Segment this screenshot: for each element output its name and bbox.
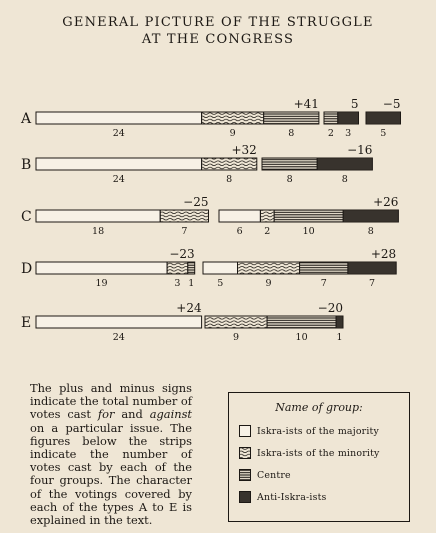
segment-centre	[262, 158, 317, 170]
segment-vote-count: 7	[181, 226, 188, 237]
segment-vote-count: 5	[217, 278, 224, 289]
segment-vote-count: 24	[112, 174, 125, 185]
bar-total-label: −25	[183, 195, 209, 209]
segment-vote-count: 7	[320, 278, 327, 289]
bar-total-label: −23	[169, 247, 195, 261]
bar-total-label: +24	[176, 301, 202, 315]
segment-vote-count: 5	[380, 128, 387, 139]
segment-vote-count: 3	[174, 278, 181, 289]
legend-label: Anti-Iskra-ists	[257, 492, 327, 503]
segment-anti	[343, 210, 398, 222]
segment-minority	[202, 112, 264, 124]
segment-anti	[336, 316, 343, 328]
segment-centre	[274, 210, 343, 222]
bar-total-label: 5	[350, 97, 359, 111]
bar-total-label: −20	[317, 301, 343, 315]
segment-anti	[348, 262, 396, 274]
bar-total-label: +32	[231, 143, 257, 157]
segment-vote-count: 8	[367, 226, 374, 237]
segment-vote-count: 1	[336, 332, 343, 343]
caption-against: against	[149, 407, 192, 422]
segment-majority	[36, 158, 202, 170]
segment-centre	[324, 112, 338, 124]
segment-minority	[202, 158, 257, 170]
segment-vote-count: 3	[345, 128, 352, 139]
segment-vote-count: 8	[286, 174, 293, 185]
segment-vote-count: 19	[95, 278, 108, 289]
segment-vote-count: 18	[92, 226, 105, 237]
segment-majority	[203, 262, 238, 274]
minority-swatch-icon	[239, 447, 251, 459]
segment-anti	[338, 112, 359, 124]
segment-vote-count: 10	[302, 226, 315, 237]
segment-vote-count: 2	[264, 226, 271, 237]
segment-minority	[260, 210, 274, 222]
segment-majority	[36, 316, 202, 328]
segment-centre	[267, 316, 336, 328]
anti-swatch-icon	[239, 491, 251, 503]
bar-total-label: +26	[373, 195, 399, 209]
segment-vote-count: 1	[188, 278, 195, 289]
row-label-D: D	[21, 261, 33, 277]
legend	[228, 392, 410, 522]
explanatory-caption	[30, 382, 192, 527]
segment-vote-count: 8	[288, 128, 295, 139]
segment-majority	[36, 262, 167, 274]
row-label-E: E	[21, 315, 32, 331]
bar-total-label: +28	[370, 247, 397, 261]
segment-majority	[36, 210, 160, 222]
segment-vote-count: 10	[295, 332, 308, 343]
segment-vote-count: 2	[327, 128, 334, 139]
caption-part-2: and	[114, 407, 150, 422]
row-label-B: B	[21, 157, 32, 173]
bar-total-label: +41	[293, 97, 319, 111]
legend-title: Name of group:	[275, 401, 363, 414]
segment-minority	[238, 262, 300, 274]
diagram-title-line-1: GENERAL PICTURE OF THE STRUGGLE	[62, 15, 374, 30]
bar-total-label: −16	[347, 143, 373, 157]
segment-vote-count: 8	[341, 174, 348, 185]
caption-part-1: The plus and minus signs indicate the total number of votes cast	[30, 381, 193, 422]
majority-swatch-icon	[239, 425, 251, 437]
legend-label: Iskra-ists of the majority	[257, 426, 380, 437]
segment-centre	[264, 112, 319, 124]
segment-centre	[300, 262, 348, 274]
segment-vote-count: 24	[112, 332, 125, 343]
segment-vote-count: 24	[112, 128, 125, 139]
segment-minority	[160, 210, 208, 222]
caption-for: for	[97, 407, 115, 422]
caption-part-3: on a particular issue. The figures below the strips indicate the number of votes cast by each of the four groups. The character of the votings covered by each of the types A to E is explained in the text.	[30, 420, 192, 528]
segment-majority	[219, 210, 260, 222]
segment-vote-count: 6	[236, 226, 243, 237]
segment-anti	[366, 112, 401, 124]
row-label-A: A	[21, 111, 32, 127]
diagram-title-line-2: AT THE CONGRESS	[141, 32, 295, 47]
row-label-C: C	[21, 209, 32, 225]
segment-minority	[205, 316, 267, 328]
segment-vote-count: 9	[229, 128, 236, 139]
segment-vote-count: 9	[233, 332, 240, 343]
legend-label: Iskra-ists of the minority	[257, 448, 380, 459]
segment-vote-count: 8	[226, 174, 233, 185]
segment-centre	[188, 262, 195, 274]
bar-total-label: −5	[382, 97, 401, 111]
segment-minority	[167, 262, 188, 274]
segment-vote-count: 9	[265, 278, 272, 289]
segment-majority	[36, 112, 202, 124]
centre-swatch-icon	[239, 469, 251, 481]
segment-anti	[317, 158, 372, 170]
segment-vote-count: 7	[369, 278, 376, 289]
legend-label: Centre	[257, 470, 291, 481]
